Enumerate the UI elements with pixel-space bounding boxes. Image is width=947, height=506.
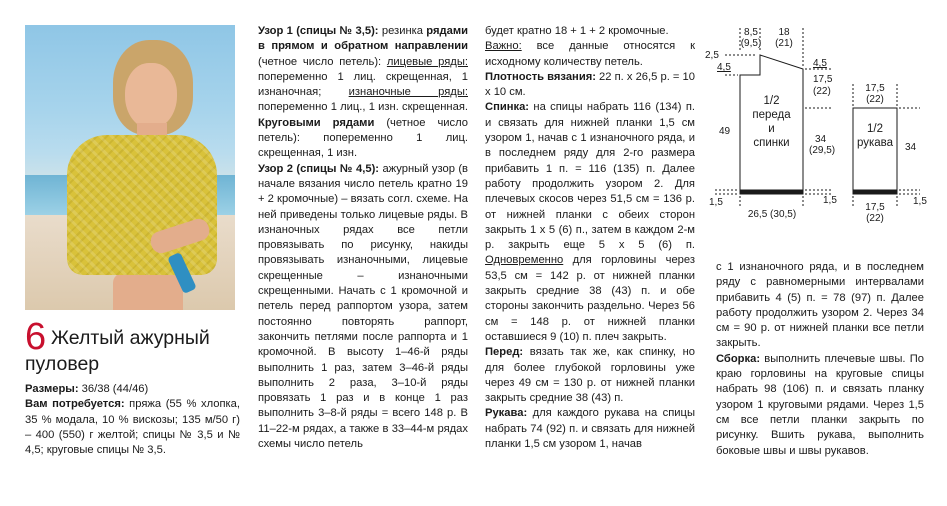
sleeve-label-1: 1/2 [867,123,883,135]
density-label: Плотность вязания: [485,70,596,83]
simultaneously-label: Одновременно [485,254,564,267]
assembly-paragraph [716,352,924,459]
sleeve-dim-17-5-bottom: 17,5 [865,202,885,213]
dim-4-5-left: 4,5 [717,62,731,73]
sleeves-continued-text: с 1 изнаночного ряда, и в последнем ряду с равномерными интервалами прибавить 4 (5) п. = 78 (97) п. Далее работу продолжить узором 2. Через 34 см = 90 р. от нижней планки все петли закрыть. [716,261,924,350]
density-paragraph [485,70,695,101]
important-label: Важно: [485,40,522,53]
assembly-column [716,260,924,459]
dim-29-5: (29,5) [809,145,836,156]
pattern1-text-g: попеременно 1 лиц., 1 изн. скрещенная. [258,101,468,114]
pattern2-label: Узор 2 (спицы № 4,5): [258,162,380,175]
simultaneously-text: для горловины через 53,5 см = 142 р. от нижней планки закрыть средние 38 (43) п. и обе стороны закончить раздельно. Через 56 см = 148 р. от нижней планки оставшиеся 9 (10) п. плеч закрыть. [485,254,695,343]
pattern-number: 6 [25,316,47,358]
photo-face [125,63,177,129]
pattern-title-line2: пуловер [25,353,100,375]
body-label-2: переда [752,109,791,121]
materials-column [25,382,240,458]
dim-9-5: (9,5) [740,38,762,49]
dim-4-5-right: 4,5 [813,58,827,69]
pattern1-paragraph [258,24,468,162]
materials-label: Вам потребуется: [25,398,125,411]
back-text: на спицы набрать 116 (134) п. и связать для нижней планки 1,5 см узором 1, начав с 1 изнаночного ряда, и в последнем ряду для 2-го размера прибавить 1 п. = 116 (135) п. Далее работу продолжить узором 2. Для плечевых скосов через 51,5 см = 136 р. от нижней планки с обеих сторон закрыть 1 х 5 (6) п., затем в каждом 2-м р. закрыть еще 5 х 5 (6) п. [485,101,695,252]
dim-2-5: 2,5 [705,50,719,61]
back-paragraph [485,100,695,345]
dim-34: 34 [815,134,827,145]
sleeve-label-2: рукава [856,137,894,149]
sleeves-text: для каждого рукава на спицы набрать 74 (92) п. и связать для нижней планки 1,5 см узором 1, начав [485,407,695,451]
sleeves-label: Рукава: [485,407,528,420]
patterns-column [258,24,468,452]
dim-8-5: 8,5 [744,27,758,38]
sleeve-ribbing [853,190,897,194]
sizes-paragraph [25,382,240,397]
sleeve-dim-17-5-top: 17,5 [865,83,885,94]
assembly-label: Сборка: [716,352,761,365]
sleeve-dim-22-bottom: (22) [866,213,884,224]
pattern1-knit-rows: лицевые ряды: [386,55,468,68]
pattern2-paragraph [258,162,468,453]
pattern1-text-b: рядами в прямом и обратном направлении [258,25,468,53]
pattern1-round-rows: Круговыми рядами [258,116,375,129]
materials-value: пряжа (55 % хлопка, 35 % модала, 10 % вискозы; 135 м/50 г) – 400 (550) г желтой; спицы № 3,5 и № 4,5; круговые спицы № 3,5. [25,398,240,457]
pattern2-text: ажурный узор (в начале вязания число петель кратно 19 + 2 кромочные) – вязать согл. схеме. На ней приведены только лицевые ряды. В изнаночных рядах все петли провязывать по рисунку, накиды провязывать изнаночными, лицевые скрещенные – изнаночными скрещенными. Начать с 1 кромочной и петель перед раппортом узора, затем постоянно повторять раппорт, закончить петлями после раппорта и 1 кромочной. В высоту 1–46-й ряды выполнить 1 раз, затем 3–46-й ряды выполнить 2 раза, 3–10-й ряды провязать 1 раз и в конце 1 раз выполнить 3–8-й ряды = всего 148 р. В 11–22-м рядах, а также в 33–44-м рядах схемы число петель [258,162,468,451]
dim-21: (21) [775,38,793,49]
dim-49: 49 [719,126,731,137]
dim-18: 18 [778,27,790,38]
materials-paragraph [25,397,240,458]
density-text: 22 п. х 26,5 р. = 10 х 10 см. [485,70,695,99]
important-paragraph [485,39,695,70]
sleeves-paragraph [485,406,695,452]
dim-22: (22) [813,86,831,97]
front-text: вязать так же, как спинку, но для более глубокой горловины уже через 49 см = 130 р. от нижней планки закрыть средние 38 (43) п. [485,346,695,405]
instructions-column [485,24,695,452]
pattern1-label: Узор 1 (спицы № 3,5): [258,25,379,37]
model-photo [25,25,235,310]
dim-17-5: 17,5 [813,74,833,85]
pattern1-text-e: попеременно 1 лиц. скрещенная, 1 изнаночная; [258,70,468,99]
dim-1-5-right: 1,5 [823,195,837,206]
photo-yellow-sweater [67,135,217,275]
assembly-text: выполнить плечевые швы. По краю горловины на круговые спицы набрать 98 (106) п. и связать планку узором 1 круговыми рядами. Через 1,5 см все петли планки закрыть по рисунку. Вшить рукава, выполнить боковые швы и швы рукавов. [716,352,924,457]
pattern-title-line1: Желтый ажурный [51,327,210,349]
pattern-schematic [705,22,935,222]
photo-legs [113,273,183,310]
front-paragraph [485,345,695,406]
sleeve-dim-1-5: 1,5 [913,196,927,207]
back-label: Спинка: [485,101,530,114]
pattern1-text-i: (четное число петель): попеременно 1 лиц. скрещенная, 1 изн. [258,116,468,160]
dim-1-5-left: 1,5 [709,197,723,208]
pattern1-text-a: резинка [378,25,427,37]
sleeve-dim-22-top: (22) [866,94,884,105]
dim-26-5: 26,5 (30,5) [747,209,797,220]
important-text: все данные относятся к исходному количеству петель. [485,40,695,68]
sleeve-dim-34: 34 [905,142,917,153]
pattern1-purl-rows: изнаночные ряды: [348,86,468,99]
body-label-3: и [768,123,775,135]
sleeve-outline [853,108,897,194]
pattern1-text-c: (четное число петель): [258,55,387,68]
body-label-4: спинки [753,137,790,149]
front-label: Перед: [485,346,524,359]
body-label-1: 1/2 [763,95,780,107]
body-ribbing [740,190,803,194]
sizes-label: Размеры: [25,383,79,395]
sizes-value: 36/38 (44/46) [78,383,149,395]
intro-text: будет кратно 18 + 1 + 2 кромочные. [485,25,669,37]
